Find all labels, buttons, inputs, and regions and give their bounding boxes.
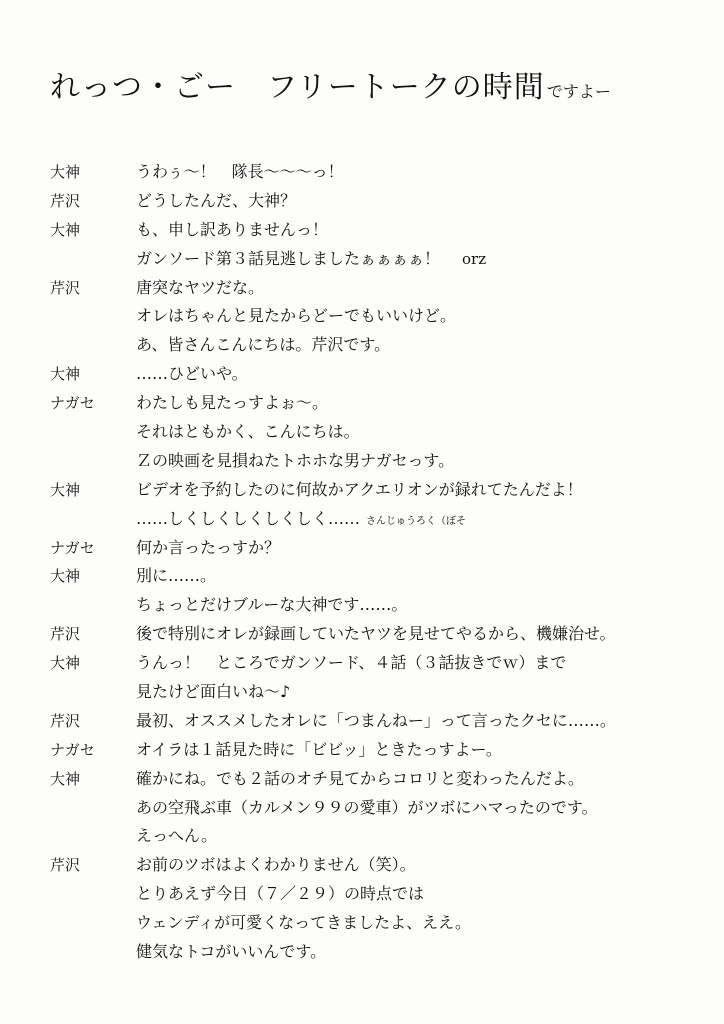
dialogue-script bbox=[50, 158, 690, 967]
dialogue-text-wrap bbox=[136, 794, 598, 823]
dialogue-text-wrap bbox=[136, 302, 456, 331]
dialogue-text-wrap bbox=[136, 649, 566, 678]
dialogue-line bbox=[50, 331, 690, 360]
dialogue-line bbox=[50, 302, 690, 331]
speaker-name: ナガセ bbox=[50, 740, 95, 759]
dialogue-text: ガンソード第３話見逃しましたぁぁぁぁ！ bbox=[136, 248, 441, 268]
speaker-name: 大神 bbox=[50, 480, 81, 499]
dialogue-text: 後で特別にオレが録画していたヤツを見せてやるから、機嫌治せ。 bbox=[136, 624, 616, 644]
speaker-name: 大神 bbox=[50, 654, 81, 673]
dialogue-text: 確かにね。でも２話のオチ見てからコロリと変わったんだよ。 bbox=[136, 768, 584, 788]
dialogue-text: 見たけど面白いね～♪ bbox=[136, 682, 291, 702]
dialogue-line bbox=[50, 649, 690, 678]
dialogue-text-wrap bbox=[136, 909, 471, 938]
dialogue-text-wrap bbox=[136, 274, 264, 303]
dialogue-line bbox=[50, 938, 690, 967]
dialogue-line bbox=[50, 765, 690, 794]
dialogue-text-wrap bbox=[136, 707, 616, 736]
speaker-name: 芹沢 bbox=[50, 625, 81, 644]
dialogue-line bbox=[50, 245, 690, 274]
dialogue-text: うわぅ～！ 隊長～～～っ！ bbox=[136, 162, 344, 181]
dialogue-text-wrap bbox=[136, 562, 216, 591]
dialogue-text-wrap bbox=[136, 938, 326, 967]
dialogue-line bbox=[50, 476, 690, 505]
dialogue-text-wrap bbox=[136, 765, 584, 794]
dialogue-text-wrap bbox=[136, 331, 390, 360]
dialogue-line bbox=[50, 505, 690, 534]
dialogue-text: 最初、オススメしたオレに「つまんねー」って言ったクセに……。 bbox=[136, 710, 616, 730]
dialogue-text: 何か言ったっすか？ bbox=[136, 537, 281, 557]
speaker-name: ナガセ bbox=[50, 394, 95, 413]
dialogue-line bbox=[50, 216, 690, 245]
speaker-name: ナガセ bbox=[50, 538, 95, 557]
dialogue-text-wrap bbox=[136, 880, 424, 909]
dialogue-line bbox=[50, 447, 690, 476]
dialogue-line bbox=[50, 187, 690, 216]
dialogue-line bbox=[50, 591, 690, 620]
dialogue-text: ……ひどいや。 bbox=[136, 364, 248, 384]
speaker-name: 大神 bbox=[50, 220, 81, 239]
dialogue-text: 健気なトコがいいんです。 bbox=[136, 942, 327, 962]
speaker-name: 芹沢 bbox=[50, 191, 81, 210]
dialogue-text: 唐突なヤツだな。 bbox=[136, 277, 265, 297]
dialogue-text: ……しくしくしくしくしく…… bbox=[136, 508, 361, 528]
dialogue-note: orz bbox=[462, 249, 487, 268]
dialogue-text: どうしたんだ、大神？ bbox=[136, 190, 297, 210]
dialogue-text: ウェンディが可愛くなってきましたよ、ええ。 bbox=[136, 913, 472, 933]
dialogue-text-wrap bbox=[136, 505, 466, 537]
dialogue-line bbox=[50, 707, 690, 736]
title-main: れっつ・ごー フリートークの時間 bbox=[50, 70, 545, 105]
dialogue-text-wrap bbox=[136, 216, 328, 245]
dialogue-line bbox=[50, 360, 690, 389]
dialogue-line bbox=[50, 274, 690, 303]
dialogue-text-wrap bbox=[136, 620, 616, 649]
dialogue-text-wrap bbox=[136, 736, 502, 765]
dialogue-text-wrap bbox=[136, 591, 407, 620]
dialogue-line bbox=[50, 562, 690, 591]
dialogue-text-wrap bbox=[136, 534, 280, 563]
dialogue-text: えっへん。 bbox=[136, 826, 217, 846]
dialogue-text: オレはちゃんと見たからどーでもいいけど。 bbox=[136, 306, 457, 326]
speaker-name: 大神 bbox=[50, 163, 81, 181]
dialogue-text: ビデオを予約したのに何故かアクエリオンが録れてたんだよ！ bbox=[136, 479, 583, 499]
dialogue-text: とりあえず今日（７／２９）の時点では bbox=[136, 884, 425, 904]
dialogue-text-wrap bbox=[136, 245, 486, 274]
dialogue-line bbox=[50, 678, 690, 707]
dialogue-line bbox=[50, 534, 690, 563]
dialogue-text: あの空飛ぶ車（カルメン９９の愛車）がツボにハマったのです。 bbox=[136, 797, 598, 817]
dialogue-text: お前のツボはよくわかりません（笑）。 bbox=[136, 855, 416, 875]
dialogue-text-wrap bbox=[136, 678, 290, 707]
dialogue-text: あ、皆さんこんにちは。芹沢です。 bbox=[136, 335, 391, 355]
dialogue-aside: さんじゅうろく（ぼそ bbox=[366, 515, 467, 527]
dialogue-line bbox=[50, 880, 690, 909]
dialogue-line bbox=[50, 389, 690, 418]
dialogue-text: も、申し訳ありませんっ！ bbox=[136, 219, 329, 239]
dialogue-line bbox=[50, 794, 690, 823]
dialogue-text-wrap bbox=[136, 158, 344, 187]
dialogue-line bbox=[50, 158, 690, 187]
dialogue-text-wrap bbox=[136, 418, 360, 447]
dialogue-text: オイラは１話見た時に「ビビッ」ときたっすよー。 bbox=[136, 739, 502, 759]
speaker-name: 大神 bbox=[50, 567, 81, 586]
dialogue-line bbox=[50, 418, 690, 447]
dialogue-line bbox=[50, 736, 690, 765]
dialogue-text-wrap bbox=[136, 187, 296, 216]
dialogue-text-wrap bbox=[136, 851, 416, 880]
dialogue-text-wrap bbox=[136, 360, 248, 389]
dialogue-text: うんっ！ ところでガンソード、４話（３話抜きでｗ）まで bbox=[136, 653, 567, 673]
dialogue-text: ちょっとだけブルーな大神です……。 bbox=[136, 595, 408, 615]
dialogue-text-wrap bbox=[136, 822, 217, 851]
speaker-name: 大神 bbox=[50, 769, 81, 788]
speaker-name: 大神 bbox=[50, 365, 81, 384]
dialogue-text-wrap bbox=[136, 389, 328, 418]
dialogue-line bbox=[50, 822, 690, 851]
speaker-name: 芹沢 bbox=[50, 856, 81, 875]
dialogue-line bbox=[50, 909, 690, 938]
dialogue-text-wrap bbox=[136, 476, 583, 505]
speaker-name: 芹沢 bbox=[50, 711, 81, 730]
dialogue-text-wrap bbox=[136, 447, 454, 476]
dialogue-text: わたしも見たっすよぉ～。 bbox=[136, 393, 329, 413]
dialogue-line bbox=[50, 851, 690, 880]
dialogue-text: 別に……。 bbox=[136, 566, 217, 586]
dialogue-line bbox=[50, 620, 690, 649]
speaker-name: 芹沢 bbox=[50, 278, 81, 297]
page-title bbox=[50, 62, 611, 106]
dialogue-text: Ｚの映画を見損ねたトホホな男ナガセっす。 bbox=[136, 450, 455, 470]
title-suffix: ですよー bbox=[546, 82, 611, 101]
dialogue-text: それはともかく、こんにちは。 bbox=[136, 422, 360, 442]
